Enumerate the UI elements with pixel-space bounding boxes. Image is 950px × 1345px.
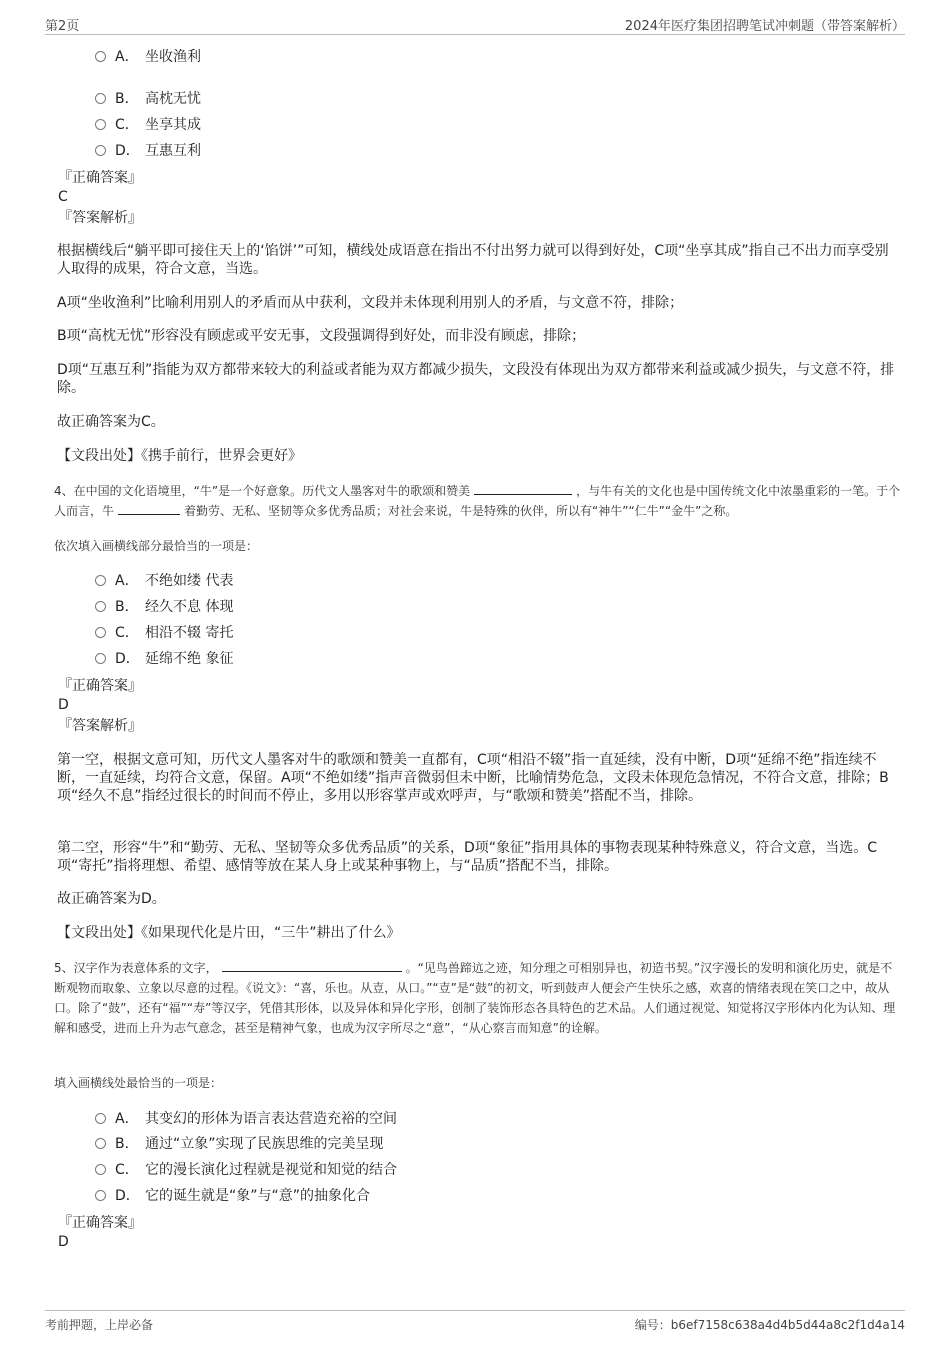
- q4-option-c[interactable]: C． 相沿不辍 寄托: [95, 623, 233, 643]
- q4-option-d[interactable]: D． 延绵不绝 象征: [95, 649, 233, 669]
- q5-option-d[interactable]: D． 它的诞生就是“象”与“意”的抽象化合: [95, 1186, 370, 1206]
- q4-analysis-2: 第二空，形容“牛”和“勤劳、无私、坚韧等众多优秀品质”的关系，D项“象征”指用具体的事物表现某种特殊意义，符合文意，当选。C项“寄托”指将理想、希望、感情等放在某人身上或某种事物上，与“品质”搭配不当，排除。: [57, 840, 878, 874]
- radio-icon[interactable]: [95, 51, 106, 62]
- page-header: [45, 14, 905, 35]
- document-title: 2024年医疗集团招聘笔试冲刺题（带答案解析）: [624, 19, 905, 34]
- radio-icon[interactable]: [95, 1138, 106, 1149]
- q3-analysis-2: A项“坐收渔利”比喻利用别人的矛盾而从中获利，文段并未体现利用别人的矛盾，与文意不符，排除；: [57, 295, 684, 311]
- radio-icon[interactable]: [95, 575, 106, 586]
- q3-answer: C: [58, 189, 68, 205]
- q3-analysis-1: 根据横线后“躺平即可接住天上的‘馅饼’”可知，横线处成语意在指出不付出努力就可以得到好处，C项“坐享其成”指自己不出力而享受别人取得的成果，符合文意，当选。: [57, 243, 889, 277]
- q4-answer-label: 『正确答案』: [58, 678, 142, 694]
- q5-answer: D: [58, 1234, 69, 1250]
- q5-option-b[interactable]: B． 通过“立象”实现了民族思维的完美呈现: [95, 1134, 384, 1154]
- blank-line: [118, 502, 180, 515]
- q4-stem: 4、在中国的文化语境里，“牛”是一个好意象。历代文人墨客对牛的歌颂和赞美 ，与牛有关的文化也是中国传统文化中浓墨重彩的一笔。于个人而言，牛 着勤劳、无私、坚韧等众多优秀品质；对社会来说，牛是特殊的伙伴，所以有“神牛”“仁牛”“金牛”之称。: [54, 484, 901, 518]
- q3-option-a[interactable]: A． 坐收渔利: [95, 47, 201, 67]
- radio-icon[interactable]: [95, 119, 106, 130]
- q5-prompt: 填入画横线处最恰当的一项是：: [54, 1076, 223, 1090]
- blank-line: [474, 482, 572, 495]
- page-number: 第2页: [45, 19, 80, 34]
- radio-icon[interactable]: [95, 1113, 106, 1124]
- radio-icon[interactable]: [95, 145, 106, 156]
- document-id: 编号：b6ef7158c638a4d4b5d44a8c2f1d4a14: [634, 1318, 905, 1332]
- q4-source: 【文段出处】《如果现代化是片田，“三牛”耕出了什么》: [57, 925, 401, 941]
- q4-analysis-label: 『答案解析』: [58, 718, 142, 734]
- q3-analysis-4: D项“互惠互利”指能为双方都带来较大的利益或者能为双方都减少损失，文段没有体现出为双方都带来利益或减少损失，与文意不符，排除。: [57, 362, 895, 396]
- q5-stem: 5、汉字作为表意体系的文字， 。“见鸟兽蹄迒之迹，知分理之可相别异也，初造书契。”汉字漫长的发明和演化历史，就是不断观物而取象、立象以尽意的过程。《说文》：“喜，乐也。从壴，从口。”“壴”是“鼓”的初文，听到鼓声人便会产生快乐之感，欢喜的情绪表现在笑口之中，故从口。除了“鼓”，还有“福”“寿”等汉字，凭借其形体，以及异体和异化字形，创制了装饰形态各具特色的艺术品。人们通过视觉、知觉将汉字形体内化为认知、理解和感受，进而上升为志气意念，甚至是精神气象，也成为汉字所尽之“意”，“从心察言而知意”的诠解。: [54, 961, 896, 1035]
- footer-slogan: 考前押题，上岸必备: [45, 1318, 154, 1332]
- q3-analysis-label: 『答案解析』: [58, 210, 142, 226]
- q3-source: 【文段出处】《携手前行，世界会更好》: [57, 448, 302, 464]
- radio-icon[interactable]: [95, 93, 106, 104]
- radio-icon[interactable]: [95, 1164, 106, 1175]
- q3-option-b[interactable]: B． 高枕无忧: [95, 89, 201, 109]
- q4-analysis-3: 故正确答案为D。: [57, 891, 166, 907]
- radio-icon[interactable]: [95, 653, 106, 664]
- q5-option-c[interactable]: C． 它的漫长演化过程就是视觉和知觉的结合: [95, 1160, 397, 1180]
- radio-icon[interactable]: [95, 601, 106, 612]
- q5-option-a[interactable]: A． 其变幻的形体为语言表达营造充裕的空间: [95, 1109, 397, 1129]
- q5-answer-label: 『正确答案』: [58, 1215, 142, 1231]
- q3-option-c[interactable]: C． 坐享其成: [95, 115, 201, 135]
- radio-icon[interactable]: [95, 1190, 106, 1201]
- q4-option-b[interactable]: B． 经久不息 体现: [95, 597, 233, 617]
- q4-option-a[interactable]: A． 不绝如缕 代表: [95, 571, 233, 591]
- q4-prompt: 依次填入画横线部分最恰当的一项是：: [54, 539, 259, 553]
- q4-analysis-1: 第一空，根据文意可知，历代文人墨客对牛的歌颂和赞美一直都有，C项“相沿不辍”指一直延续，没有中断，D项“延绵不绝”指连续不断，一直延续，均符合文意，保留。A项“不绝如缕”指声音微弱但未中断，比喻情势危急，文段未体现危急情况，不符合文意，排除；B项“经久不息”指经过很长的时间而不停止，多用以形容掌声或欢呼声，与“歌颂和赞美”搭配不当，排除。: [57, 752, 889, 804]
- q3-analysis-3: B项“高枕无忧”形容没有顾虑或平安无事，文段强调得到好处，而非没有顾虑，排除；: [57, 328, 586, 344]
- q3-answer-label: 『正确答案』: [58, 170, 142, 186]
- radio-icon[interactable]: [95, 627, 106, 638]
- q4-answer: D: [58, 697, 69, 713]
- q3-option-d[interactable]: D． 互惠互利: [95, 141, 201, 161]
- page-footer: [45, 1310, 905, 1333]
- q3-analysis-5: 故正确答案为C。: [57, 414, 165, 430]
- blank-line: [222, 959, 402, 972]
